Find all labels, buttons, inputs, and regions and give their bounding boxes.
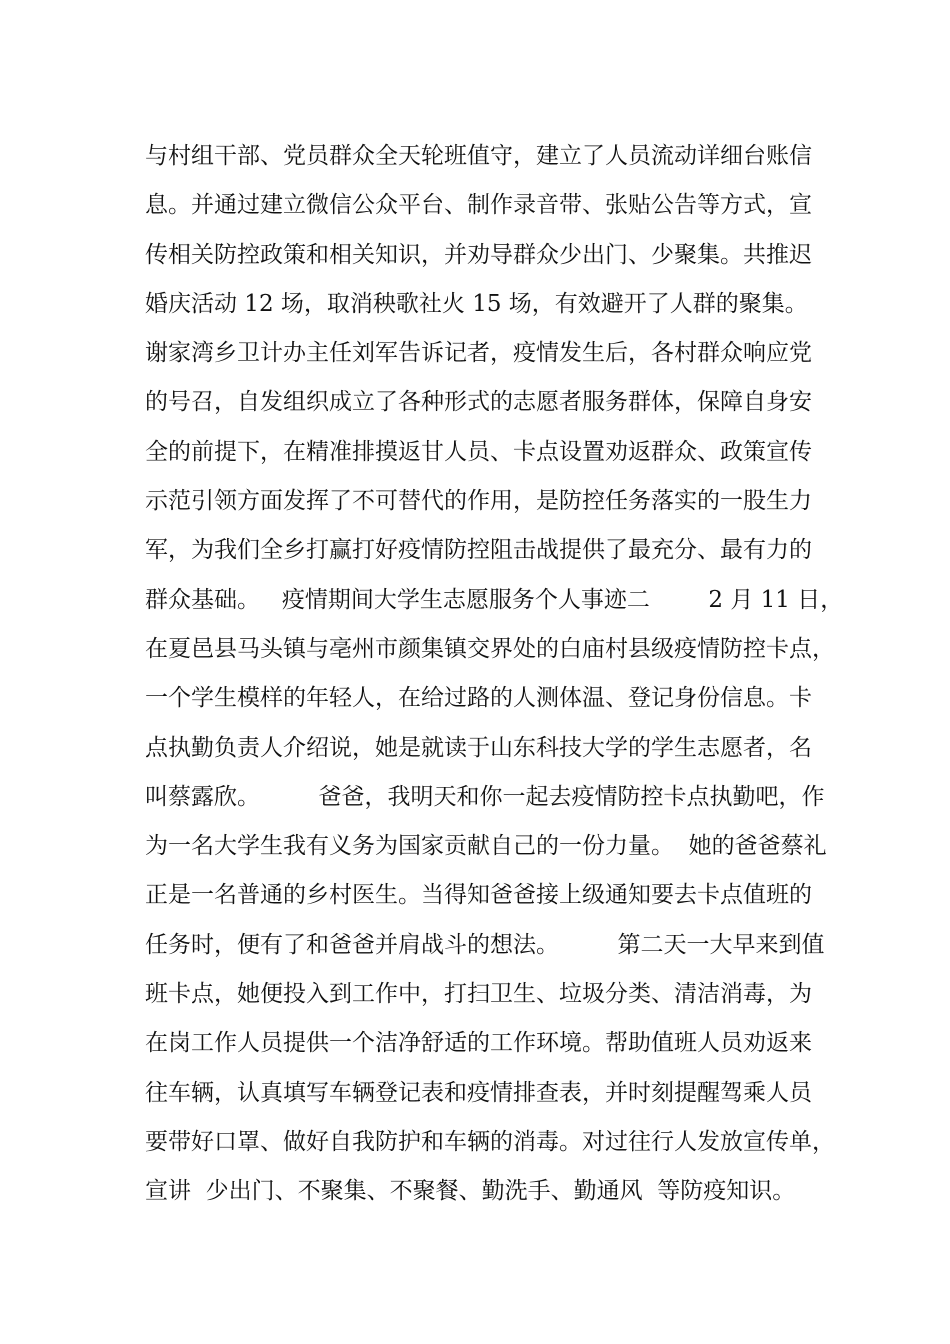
text-line: 往车辆，认真填写车辆登记表和疫情排查表，并时刻提醒驾乘人员 [145,1079,812,1106]
text-line: 在夏邑县马头镇与亳州市颜集镇交界处的白庙村县级疫情防控卡点， [145,635,835,662]
text-line: 军，为我们全乡打赢打好疫情防控阻击战提供了最充分、最有力的 [145,537,812,564]
text-line: 为一名大学生我有义务为国家贡献自己的一份力量。 她的爸爸蔡礼 [145,833,827,860]
text-line: 在岗工作人员提供一个洁净舒适的工作环境。帮助值班人员劝返来 [145,1030,812,1057]
text-line: 任务时，便有了和爸爸并肩战斗的想法。 第二天一大早来到值 [145,931,825,958]
text-line: 班卡点，她便投入到工作中，打扫卫生、垃圾分类、清洁消毒，为 [145,981,812,1008]
text-line: 全的前提下，在精准排摸返甘人员、卡点设置劝返群众、政策宣传 [145,438,812,465]
text-line: 宣讲 少出门、不聚集、不聚餐、勤洗手、勤通风 等防疫知识。 [145,1178,796,1205]
text-line: 点执勤负责人介绍说，她是就读于山东科技大学的学生志愿者，名 [145,734,812,761]
text-line: 一个学生模样的年轻人，在给过路的人测体温、登记身份信息。卡 [145,685,812,712]
body-text [145,132,844,1217]
text-line: 示范引领方面发挥了不可替代的作用，是防控任务落实的一股生力 [145,488,812,515]
text-line: 叫蔡露欣。 爸爸，我明天和你一起去疫情防控卡点执勤吧，作 [145,783,825,810]
text-line: 要带好口罩、做好自我防护和车辆的消毒。对过往行人发放宣传单， [145,1128,835,1155]
text-line: 群众基础。 疫情期间大学生志愿服务个人事迹二 2 月 11 日， [145,586,844,613]
text-line: 正是一名普通的乡村医生。当得知爸爸接上级通知要去卡点值班的 [145,882,812,909]
text-line: 婚庆活动 12 场，取消秧歌社火 15 场，有效避开了人群的聚集。 [145,290,808,317]
text-line: 传相关防控政策和相关知识，并劝导群众少出门、少聚集。共推迟 [145,241,812,268]
text-line: 息。并通过建立微信公众平台、制作录音带、张贴公告等方式，宣 [145,192,812,219]
text-line: 谢家湾乡卫计办主任刘军告诉记者，疫情发生后，各村群众响应党 [145,340,812,367]
text-line: 与村组干部、党员群众全天轮班值守，建立了人员流动详细台账信 [145,143,812,169]
text-line: 的号召，自发组织成立了各种形式的志愿者服务群体，保障自身安 [145,389,812,416]
